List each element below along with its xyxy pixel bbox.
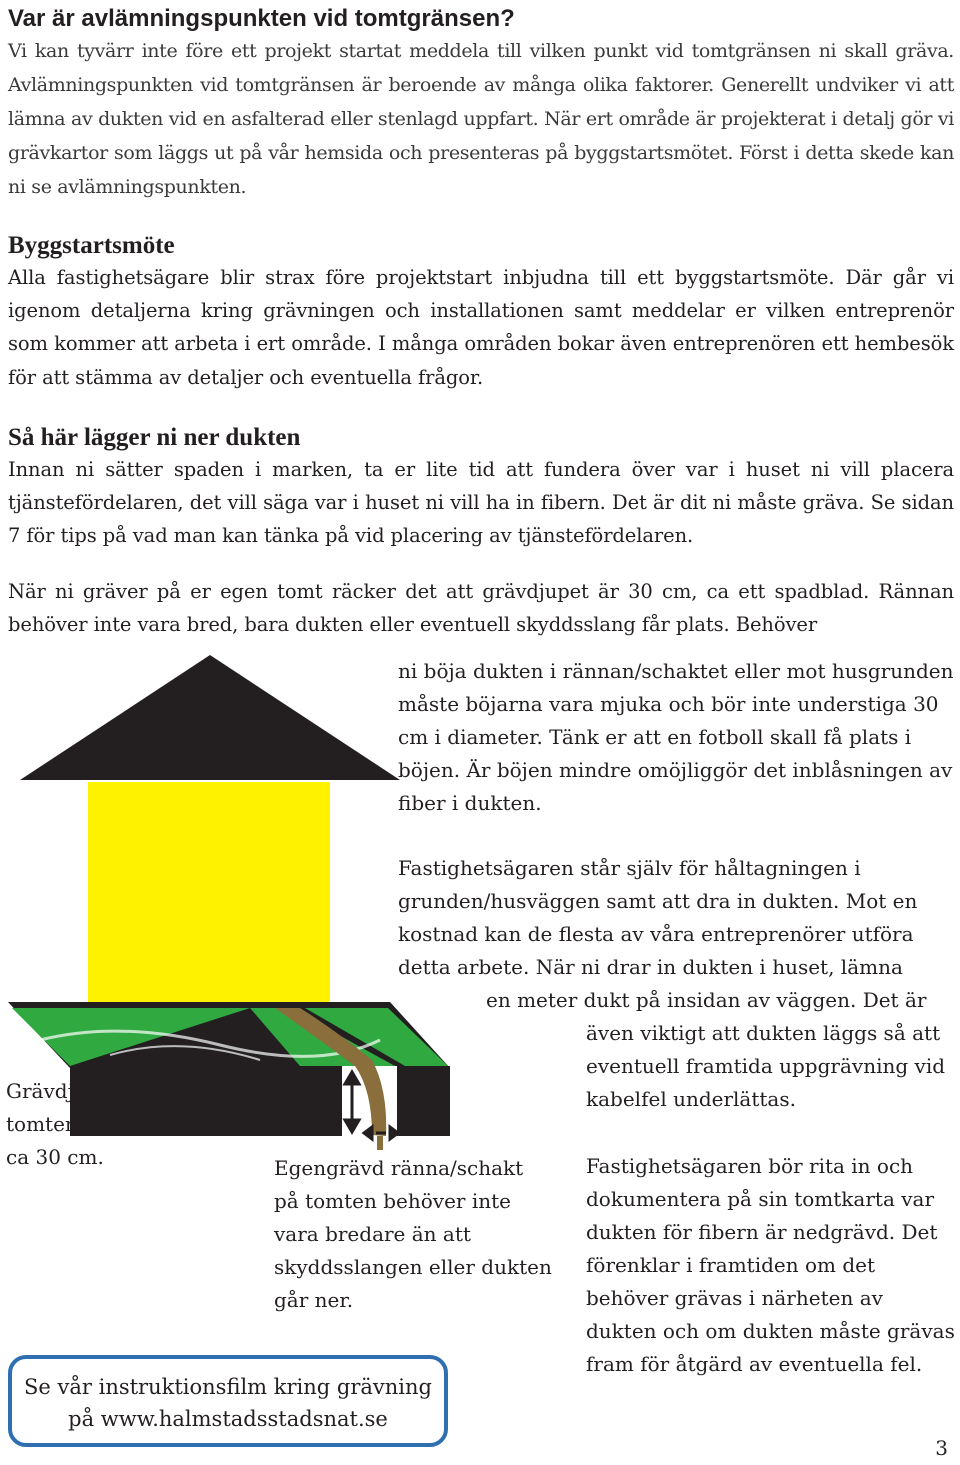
page-number: 3 [935,1436,948,1460]
info-line-1: Se vår instruktionsfilm kring grävning [24,1375,432,1399]
section-paragraph: Vi kan tyvärr inte före ett projekt startat meddela till vilken punkt vid tomtgränsen ni skall gräva. Avlämningspunkten vid tomtgränsen är beroende av många olika faktorer. Generellt undviker vi att lämna av dukten vid en asfalterad eller stenlagd uppfart. När ert område är projekterat i detalj gör vi grävkartor som läggs ut på vår hemsida och presenteras på byggstartsmötet. Först i detta skede kan ni se avlämningspunkten. [8,40,954,198]
document-text: Fastighetsägaren bör rita in och dokumentera på sin tomtkarta var dukten för fibern är nedgrävd. Det förenklar i framtiden om det behöver grävas i närheten av dukten och om dukten måste grävas fram för åtgärd av eventuella fel. [586,1154,955,1376]
section-byggstartsmote [8,231,954,394]
section-paragraph: Alla fastighetsägare blir strax före projektstart inbjudna till ett byggstartsmöte. Där går vi igenom detaljerna kring grävningen och installationen samt meddelar er vilken entreprenör som kommer att arbeta i ert område. I många områden bokar även entreprenören ett hembesök för att stämma av detaljer och eventuella frågor. [8,266,954,389]
owner-text-b: en meter dukt på insidan av väggen. Det är [486,988,927,1012]
section-paragraph: När ni gräver på er egen tomt räcker det att grävdjupet är 30 cm, ca ett spadblad. Rännan behöver inte vara bred, bara dukten eller eventuell skyddsslang får plats. Behöver [8,579,954,636]
depth-label: Grävdjupet på tomten ska vara ca 30 cm. [6,1079,170,1169]
bend-text: ni böja dukten i rännan/schaktet eller mot husgrunden måste böjarna vara mjuka och bör inte understiga 30 cm i diameter. Tänk er att en fotboll skall få plats i böjen. Är böjen mindre omöjliggör det inblåsningen av fiber i dukten. [398,659,954,815]
section-heading: Så här lägger ni ner dukten [8,424,301,451]
owner-text-a: Fastighetsägaren står själv för håltagningen i grunden/husväggen samt att dra in dukten. Mot en kostnad kan de flesta av våra entreprenörer utföra detta arbete. När ni drar in dukten i huset, lämna [398,856,918,979]
info-line-2: på www.halmstadsstadsnat.se [68,1407,388,1431]
trench-label: Egengrävd ränna/schakt på tomten behöver inte vara bredare än att skyddsslangen eller dukten går ner. [274,1156,552,1312]
section-heading: Byggstartsmöte [8,232,175,259]
house-roof [20,655,400,780]
section-heading: Var är avlämningspunkten vid tomtgränsen? [8,5,515,32]
instruction-film-box [8,1355,448,1447]
section-avlamningspunkt [8,4,954,204]
section-paragraph: Innan ni sätter spaden i marken, ta er lite tid att fundera över var i huset ni vill placera tjänstefördelaren, det vill säga var i huset ni vill ha in fibern. Det är dit ni måste gräva. Se sidan 7 för tips på vad man kan tänka på vid placering av tjänstefördelaren. [8,458,954,548]
section-lagga-dukten [8,423,954,641]
owner-text-c: även viktigt att dukten läggs så att eventuell framtida uppgrävning vid kabelfel underlättas. [586,1021,946,1111]
house-wall [88,782,330,1012]
